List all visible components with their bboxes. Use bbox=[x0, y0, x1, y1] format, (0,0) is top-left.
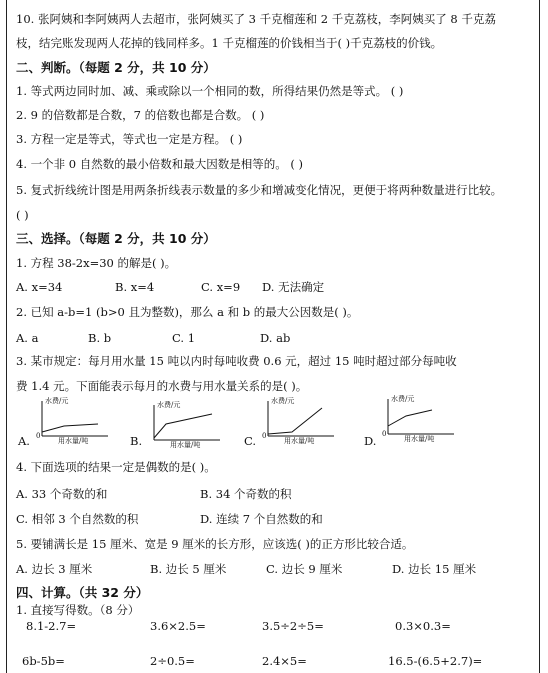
graph-c-origin: 0 bbox=[262, 432, 267, 440]
graph-b-xlabel: 用水量/吨 bbox=[170, 441, 201, 449]
choice-2-option-a: A. a bbox=[16, 331, 39, 345]
choice-2-option-d: D. ab bbox=[260, 331, 291, 345]
calc-r2-c2: 2÷0.5= bbox=[150, 654, 195, 668]
graph-c-xlabel: 用水量/吨 bbox=[284, 437, 315, 445]
graph-a-ylabel: 水费/元 bbox=[45, 397, 69, 405]
choice-5-option-d: D. 边长 15 厘米 bbox=[392, 562, 477, 576]
choice-1-option-a: A. x=34 bbox=[16, 280, 63, 294]
calc-r2-c3: 2.4×5= bbox=[262, 654, 307, 668]
choice-4-option-a: A. 33 个奇数的和 bbox=[16, 487, 108, 501]
choice-2-stem: 2. 已知 a-b=1 (b>0 且为整数)，那么 a 和 b 的最大公因数是( )。 bbox=[16, 305, 359, 319]
q10-line-2: 枝，结完账发现两人花掉的钱同样多。1 千克榴莲的价钱相当于( )千克荔枝的价钱。 bbox=[16, 36, 443, 50]
calc-r2-c4: 16.5-(6.5+2.7)= bbox=[388, 654, 483, 668]
choice-3-graph-a bbox=[36, 397, 110, 445]
graph-b-ylabel: 水费/元 bbox=[157, 401, 181, 409]
judge-item-2: 2. 9 的倍数都是合数，7 的倍数也都是合数。 ( ) bbox=[16, 108, 265, 122]
section-3-title: 三、选择。（每题 2 分，共 10 分） bbox=[16, 231, 216, 246]
calc-r1-c3: 3.5÷2÷5= bbox=[262, 619, 324, 633]
section-2-title: 二、判断。（每题 2 分，共 10 分） bbox=[16, 60, 216, 75]
choice-5-option-b: B. 边长 5 厘米 bbox=[150, 562, 227, 576]
graph-a-origin: 0 bbox=[36, 432, 41, 440]
choice-5-stem: 5. 要铺满长是 15 厘米、宽是 9 厘米的长方形，应该选( )的正方形比较合适。 bbox=[16, 537, 414, 551]
choice-3-graph-b bbox=[148, 401, 222, 449]
graph-d-xlabel: 用水量/吨 bbox=[404, 435, 435, 443]
graph-d-origin: 0 bbox=[382, 430, 387, 438]
q10-line-1: 10. 张阿姨和李阿姨两人去超市，张阿姨买了 3 千克榴莲和 2 千克荔枝，李阿姨买了 8 千克荔 bbox=[16, 12, 496, 26]
choice-5-option-a: A. 边长 3 厘米 bbox=[16, 562, 93, 576]
calc-r2-c1: 6b-5b= bbox=[22, 654, 65, 668]
choice-1-option-d: D. 无法确定 bbox=[262, 280, 325, 294]
judge-item-1: 1. 等式两边同时加、减、乘或除以一个相同的数，所得结果仍然是等式。 ( ) bbox=[16, 84, 404, 98]
choice-3-graph-d bbox=[382, 395, 456, 443]
choice-4-option-d: D. 连续 7 个自然数的和 bbox=[200, 512, 323, 526]
choice-3-line-2: 费 1.4 元。下面能表示每月的水费与用水量关系的是( )。 bbox=[16, 379, 308, 393]
judge-item-5: 5. 复式折线统计图是用两条折线表示数量的多少和增减变化情况，更便于将两种数量进行比较。 bbox=[16, 183, 503, 197]
graph-c-ylabel: 水费/元 bbox=[271, 397, 295, 405]
choice-2-option-c: C. 1 bbox=[172, 331, 196, 345]
calc-r1-c1: 8.1-2.7= bbox=[26, 619, 77, 633]
choice-2-option-b: B. b bbox=[88, 331, 112, 345]
judge-item-4: 4. 一个非 0 自然数的最小倍数和最大因数是相等的。 ( ) bbox=[16, 157, 304, 171]
choice-3-option-d: D. bbox=[364, 434, 377, 448]
judge-item-5-paren: ( ) bbox=[16, 208, 29, 222]
choice-3-option-b: B. bbox=[130, 434, 143, 448]
choice-4-option-c: C. 相邻 3 个自然数的积 bbox=[16, 512, 139, 526]
graph-a-xlabel: 用水量/吨 bbox=[58, 437, 89, 445]
judge-item-3: 3. 方程一定是等式，等式也一定是方程。 ( ) bbox=[16, 132, 243, 146]
calc-subtitle: 1. 直接写得数。（8 分） bbox=[16, 603, 140, 617]
choice-1-stem: 1. 方程 38-2x=30 的解是( )。 bbox=[16, 256, 177, 270]
calc-r1-c4: 0.3×0.3= bbox=[395, 619, 451, 633]
choice-3-option-c: C. bbox=[244, 434, 257, 448]
choice-1-option-c: C. x=9 bbox=[201, 280, 241, 294]
choice-1-option-b: B. x=4 bbox=[115, 280, 155, 294]
calc-r1-c2: 3.6×2.5= bbox=[150, 619, 206, 633]
choice-3-graph-c bbox=[262, 397, 336, 445]
section-4-title: 四、计算。（共 32 分） bbox=[16, 585, 149, 600]
choice-4-stem: 4. 下面选项的结果一定是偶数的是( )。 bbox=[16, 460, 216, 474]
choice-5-option-c: C. 边长 9 厘米 bbox=[266, 562, 343, 576]
choice-3-line-1: 3. 某市规定：每月用水量 15 吨以内时每吨收费 0.6 元，超过 15 吨时超过部分每吨收 bbox=[16, 354, 457, 368]
choice-3-option-a: A. bbox=[18, 434, 30, 448]
graph-d-ylabel: 水费/元 bbox=[391, 395, 415, 403]
choice-4-option-b: B. 34 个奇数的积 bbox=[200, 487, 292, 501]
